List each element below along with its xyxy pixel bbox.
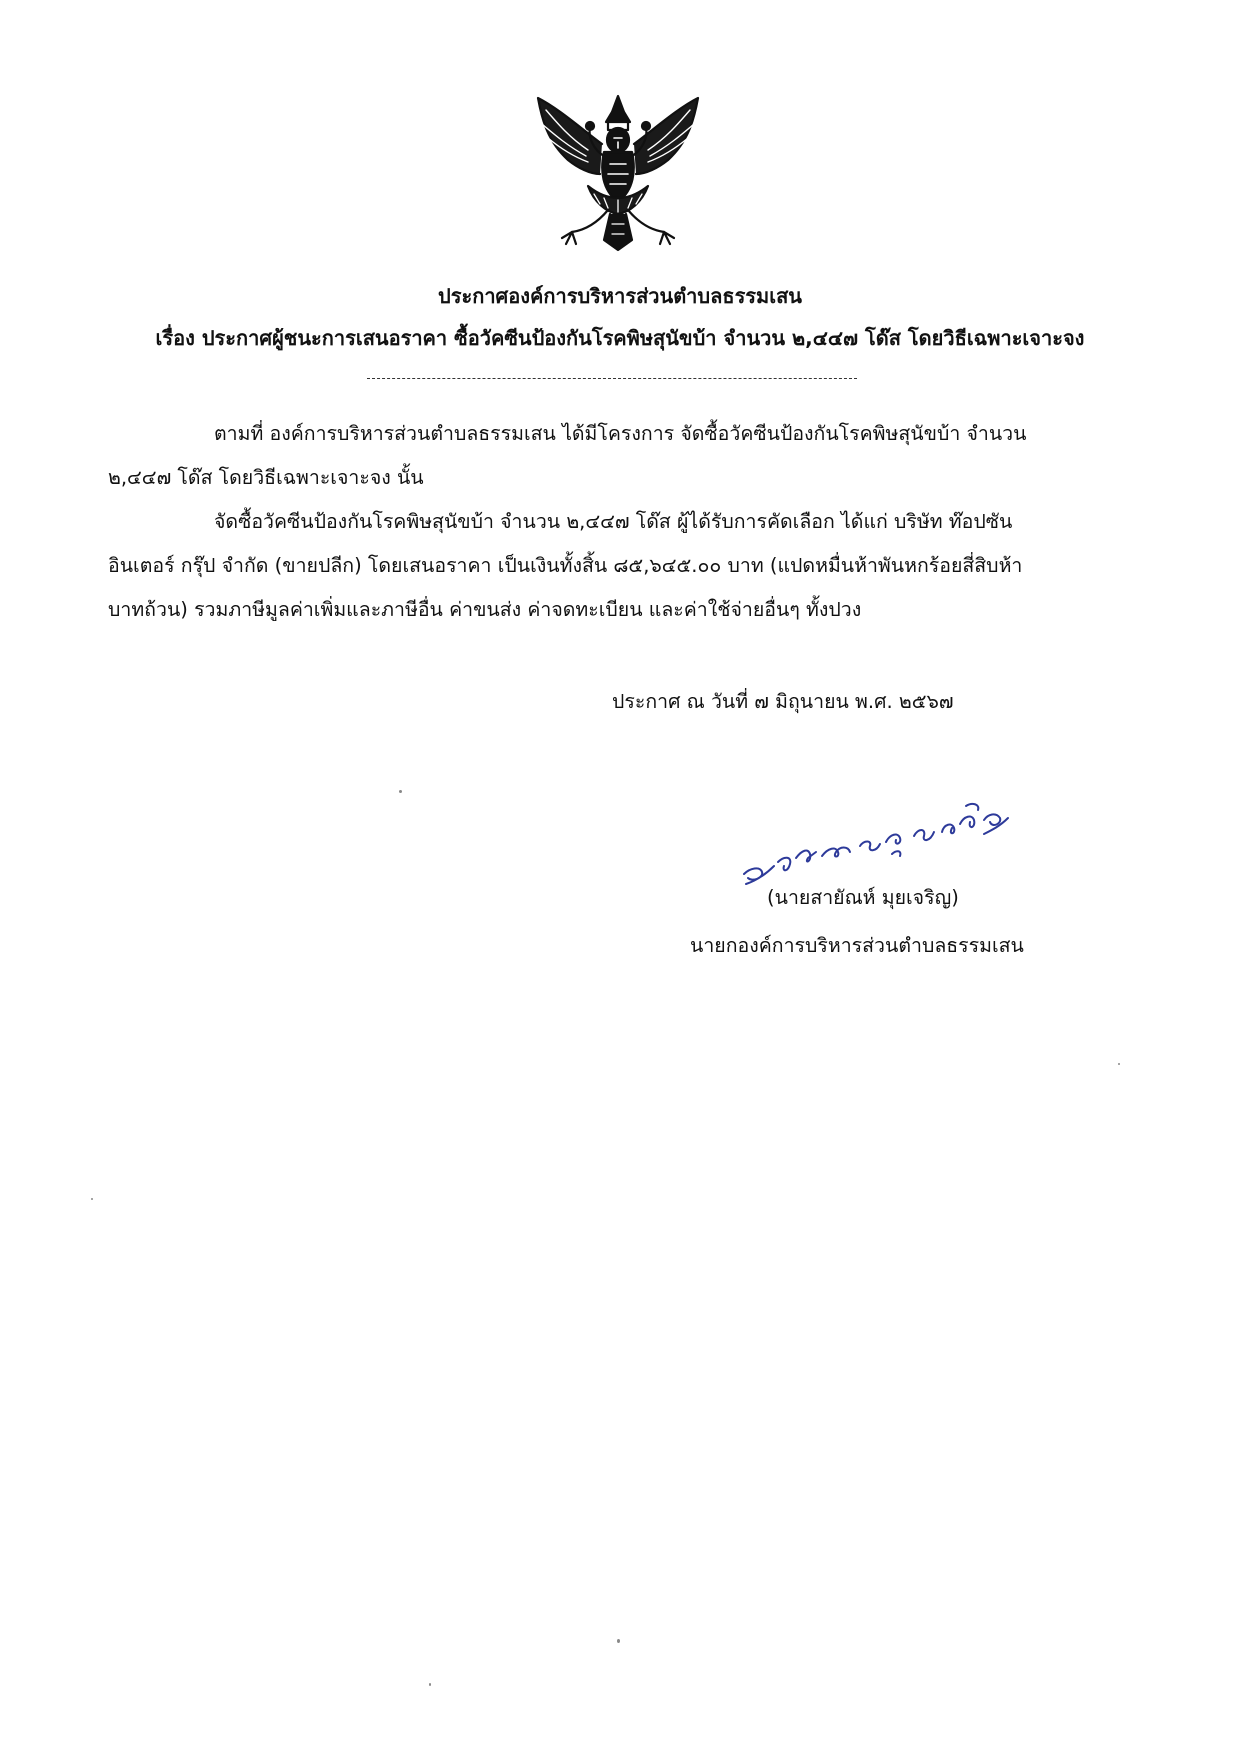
paragraph-2-line-3: บาทถ้วน) รวมภาษีมูลค่าเพิ่มและภาษีอื่น ค่าขนส่ง ค่าจดทะเบียน และค่าใช้จ่ายอื่นๆ ทั้งปวง (108, 598, 862, 621)
paragraph-2-line-1: จัดซื้อวัคซีนป้องกันโรคพิษสุนัขบ้า จำนวน ๒,๔๔๗ โด๊ส ผู้ได้รับการคัดเลือก ได้แก่ บริษัท ท๊อปซัน (214, 510, 1013, 533)
announcement-subject: เรื่อง ประกาศผู้ชนะการเสนอราคา ซื้อวัคซีนป้องกันโรคพิษสุนัขบ้า จำนวน ๒,๔๔๗ โด๊ส โดยวิธีเฉพาะเจาะจง (155, 326, 1085, 350)
scan-speck (429, 1683, 431, 1686)
paragraph-1-line-1: ตามที่ องค์การบริหารส่วนตำบลธรรมเสน ได้มีโครงการ จัดซื้อวัคซีนป้องกันโรคพิษสุนัขบ้า จำนวน (214, 422, 1027, 445)
signer-name: (นายสายัณห์ มุยเจริญ) (767, 886, 959, 909)
scan-speck (399, 790, 402, 793)
scan-speck (91, 1198, 93, 1200)
paragraph-1-line-2: ๒,๔๔๗ โด๊ส โดยวิธีเฉพาะเจาะจง นั้น (108, 466, 424, 489)
garuda-emblem-icon (528, 90, 708, 260)
scan-speck (1118, 1063, 1120, 1065)
dashed-divider (367, 378, 857, 379)
announcement-title: ประกาศองค์การบริหารส่วนตำบลธรรมเสน (438, 284, 802, 308)
paragraph-2-line-2: อินเตอร์ กรุ๊ป จำกัด (ขายปลีก) โดยเสนอราคา เป็นเงินทั้งสิ้น ๘๕,๖๔๕.๐๐ บาท (แปดหมื่นห้าพันหกร้อยสี่สิบห้า (108, 554, 1023, 577)
handwritten-signature (738, 762, 1018, 892)
scan-speck (617, 1639, 620, 1643)
signer-title: นายกองค์การบริหารส่วนตำบลธรรมเสน (690, 934, 1024, 957)
announcement-date: ประกาศ ณ วันที่ ๗ มิถุนายน พ.ศ. ๒๕๖๗ (612, 690, 954, 713)
